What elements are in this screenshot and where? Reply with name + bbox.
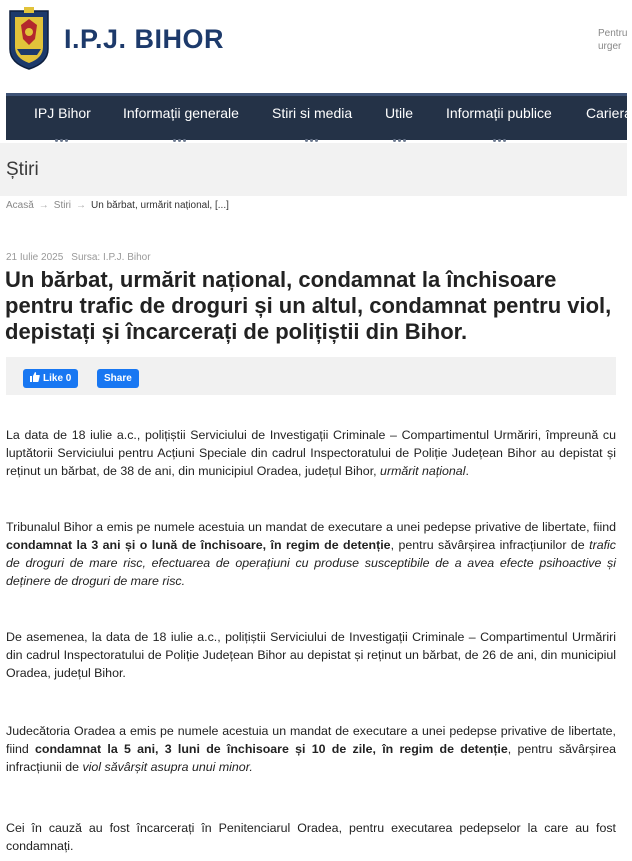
section-band bbox=[0, 143, 627, 196]
nav-item-ipj-bihor[interactable]: IPJ Bihor bbox=[34, 105, 91, 121]
social-share-bar bbox=[6, 357, 616, 395]
emergency-line: Pentru bbox=[598, 28, 628, 39]
facebook-share-button[interactable]: Share bbox=[97, 369, 139, 388]
article-paragraph-3: De asemenea, la data de 18 iulie a.c., polițiștii Serviciului de Investigații Criminale – Compartimentul Urmăriri din cadrul Inspectoratului de Poliție Județean Bihor au depistat și reținut un bărbat, de 26 de ani, din municipiul Oradea, județul Bihor. bbox=[6, 630, 616, 680]
breadcrumb-section-link[interactable]: Stiri bbox=[53, 200, 72, 211]
paragraph-emphasis: trafic de droguri de mare risc, efectuarea de operațiuni cu produse susceptibile de a avea efecte psihoactive și deținere de droguri de mare risc. bbox=[6, 538, 616, 588]
nav-dots-icon bbox=[55, 129, 70, 132]
paragraph-text: La data de 18 iulie a.c., polițiștii Serviciului de Investigații Criminale – Compartimentul Urmăriri, împreună cu luptătorii Serviciului pentru Acțiuni Speciale din cadrul Inspectoratului de Poliție Județean Bihor au depistat și reținut un bărbat, de 38 de ani, din municipiul Oradea, județul Bihor, bbox=[6, 428, 616, 478]
article-paragraph-4 bbox=[6, 722, 616, 776]
site-header bbox=[0, 0, 627, 88]
paragraph-bold: condamnat la 5 ani, 3 luni de închisoare și 10 de zile, în regim de detenție bbox=[35, 742, 508, 756]
main-navigation bbox=[6, 93, 632, 140]
nav-item-informatii-generale[interactable]: Informații generale bbox=[123, 105, 239, 121]
thumbs-up-icon bbox=[30, 372, 40, 382]
paragraph-text: , pentru săvârșirea infracțiunilor de bbox=[390, 538, 585, 552]
article-meta bbox=[6, 252, 151, 263]
article-source: Sursa: I.P.J. Bihor bbox=[71, 252, 151, 263]
nav-item-informatii-publice[interactable]: Informații publice bbox=[446, 105, 552, 121]
article-paragraph-1 bbox=[6, 426, 616, 480]
nav-dots-icon bbox=[393, 129, 408, 132]
paragraph-text: , pentru săvârșirea infracțiunii de bbox=[6, 742, 616, 774]
article-date: 21 Iulie 2025 bbox=[6, 252, 64, 263]
nav-dots-icon bbox=[493, 129, 508, 132]
article-paragraph-5: Cei în cauză au fost încarcerați în Penitenciarul Oradea, pentru executarea pedepselor la care au fost condamnați. bbox=[6, 821, 616, 853]
nav-item-utile[interactable]: Utile bbox=[385, 105, 414, 121]
breadcrumb-arrow-icon: → bbox=[76, 200, 87, 211]
paragraph-text: . bbox=[465, 464, 469, 478]
article-title: Un bărbat, urmărit național, condamnat la închisoare pentru trafic de droguri și un altul, condamnat pentru viol, depistați și încarcerați de polițiștii din Bihor. bbox=[5, 267, 612, 344]
paragraph-text: Judecătoria Oradea a emis pe numele acestuia un mandat de executare a unei pedepse privative de libertate, fiind bbox=[6, 724, 616, 756]
breadcrumb-current: Un bărbat, urmărit național, [...] bbox=[91, 200, 229, 211]
breadcrumb-arrow-icon: → bbox=[38, 200, 49, 211]
emergency-line: urger bbox=[598, 41, 622, 52]
breadcrumb bbox=[6, 200, 229, 211]
police-crest-logo[interactable] bbox=[7, 5, 51, 71]
nav-dots-icon bbox=[305, 129, 320, 132]
paragraph-emphasis: viol săvârșit asupra unui minor. bbox=[82, 760, 253, 774]
facebook-like-label: Like 0 bbox=[43, 373, 72, 384]
paragraph-emphasis: urmărit național bbox=[380, 464, 466, 478]
facebook-like-button[interactable] bbox=[23, 369, 78, 388]
nav-dots-icon bbox=[173, 129, 188, 132]
breadcrumb-home-link[interactable]: Acasă bbox=[6, 200, 34, 211]
section-title: Știri bbox=[6, 159, 39, 180]
site-title[interactable]: I.P.J. BIHOR bbox=[64, 24, 225, 54]
article-paragraph-2 bbox=[6, 518, 616, 590]
paragraph-bold: condamnat la 3 ani și o lună de închisoare, în regim de detenție bbox=[6, 538, 391, 552]
nav-item-stiri-media[interactable]: Stiri si media bbox=[272, 105, 353, 121]
nav-item-cariera[interactable]: Cariera bbox=[586, 105, 632, 121]
paragraph-text: Tribunalul Bihor a emis pe numele acestuia un mandat de executare a unei pedepse privative de libertate, fiind bbox=[6, 520, 616, 534]
emergency-info bbox=[598, 27, 627, 53]
